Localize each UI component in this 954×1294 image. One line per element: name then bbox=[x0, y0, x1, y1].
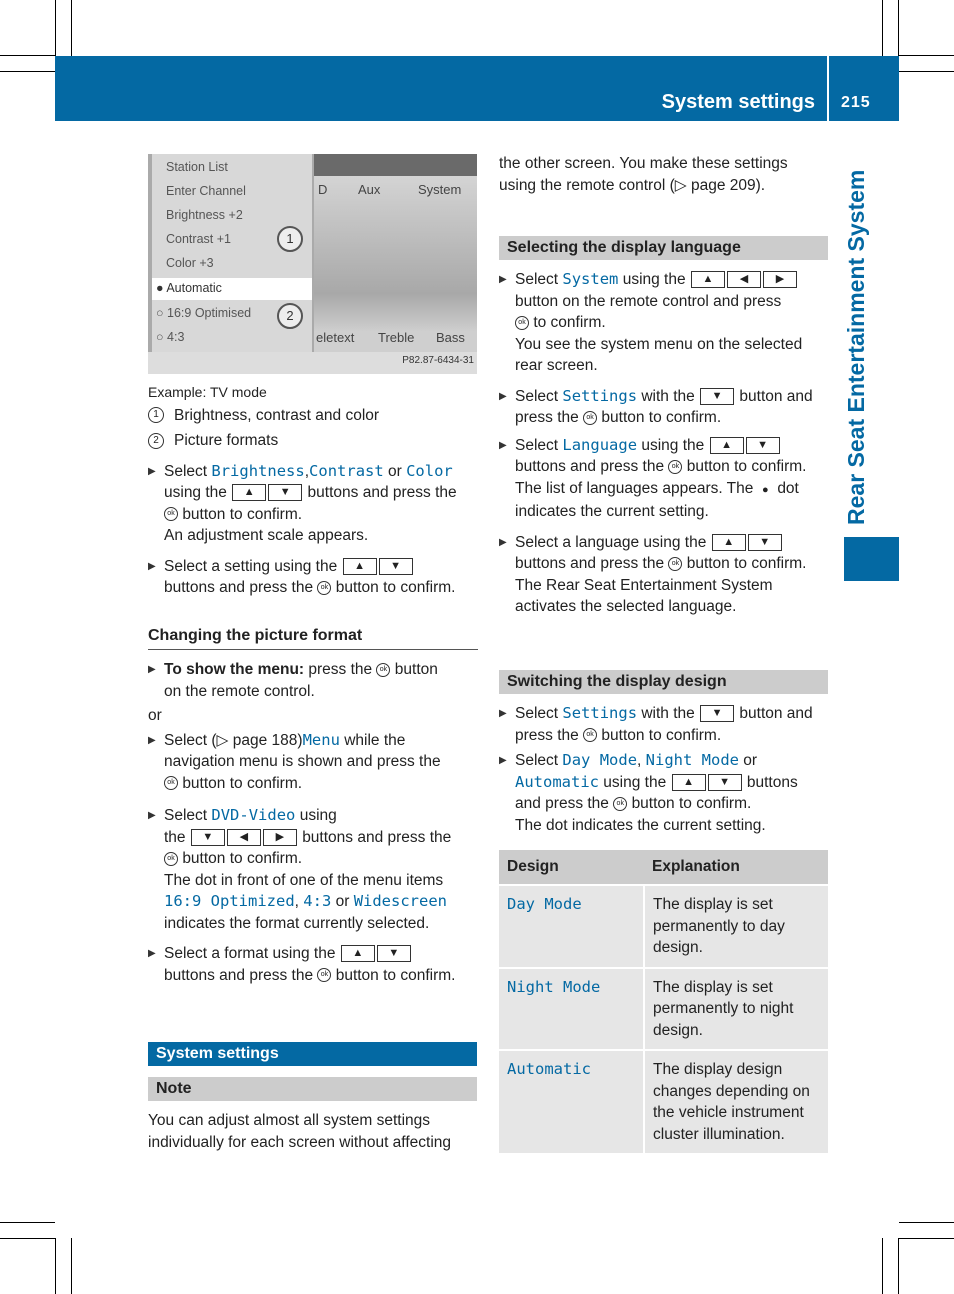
ok-button-icon: ok bbox=[317, 581, 331, 595]
right-column bbox=[499, 153, 831, 196]
settings-text: Settings bbox=[562, 704, 638, 722]
ok-button-icon: ok bbox=[668, 557, 682, 571]
side-chapter-title: Rear Seat Entertainment System bbox=[843, 169, 869, 525]
tv-mode-screenshot bbox=[148, 154, 477, 374]
note-text bbox=[148, 1110, 488, 1153]
side-tab-marker bbox=[844, 537, 899, 581]
instruction-step bbox=[148, 461, 478, 547]
page-number: 215 bbox=[841, 94, 871, 111]
down-key-icon: ▼ bbox=[191, 829, 225, 846]
instruction-step bbox=[499, 532, 831, 618]
up-key-icon: ▲ bbox=[691, 271, 725, 288]
l2-a-text: Select bbox=[515, 387, 563, 405]
menu-item: Station List bbox=[166, 160, 228, 174]
header-title: System settings bbox=[661, 91, 815, 113]
crop-mark bbox=[0, 71, 55, 72]
table-row bbox=[499, 968, 828, 1051]
design-steps bbox=[499, 703, 831, 836]
l4-d-text: The Rear Seat Entertainment System bbox=[515, 576, 773, 594]
d1-e-text: button to confirm. bbox=[601, 726, 722, 744]
instruction-step bbox=[499, 703, 831, 746]
down-key-icon: ▼ bbox=[700, 705, 734, 722]
explanation-value: The display is set permanently to day design. bbox=[644, 885, 828, 968]
step4-b-text: while the bbox=[339, 731, 406, 749]
step3-bold-text: To show the menu: bbox=[164, 661, 305, 678]
note-title-bar: Note bbox=[148, 1077, 477, 1101]
d2-d-text: and press the bbox=[515, 795, 609, 812]
l4-b-text: buttons and press the bbox=[515, 555, 665, 572]
left-column bbox=[148, 382, 478, 986]
l1-e-text: You see the system menu on the selected bbox=[515, 335, 803, 353]
design-value: Day Mode bbox=[507, 895, 582, 913]
up-key-icon: ▲ bbox=[712, 534, 746, 551]
section-title-bar: System settings bbox=[148, 1042, 477, 1066]
system-text: System bbox=[562, 270, 619, 288]
up-key-icon: ▲ bbox=[710, 437, 744, 454]
design-value: Automatic bbox=[507, 1060, 591, 1078]
step6-b-text: buttons and press the bbox=[164, 966, 314, 984]
l1-f-text: rear screen. bbox=[515, 357, 598, 374]
text-text: Brightness, contrast and color bbox=[174, 406, 380, 424]
l2-b-text: with the bbox=[637, 387, 695, 405]
crop-mark bbox=[71, 1238, 72, 1294]
comma-text: , bbox=[637, 752, 642, 769]
up-key-icon: ▲ bbox=[232, 484, 266, 501]
step5-b-text: using bbox=[295, 807, 337, 824]
d1-b-text: with the bbox=[637, 705, 695, 722]
ok-button-icon: ok bbox=[613, 797, 627, 811]
explanation-value: The display design changes depending on the vehicle instrument cluster illumination. bbox=[644, 1050, 828, 1153]
contrast-text: Contrast bbox=[309, 461, 384, 480]
instruction-step bbox=[148, 943, 478, 986]
step3-c-text: on the remote control. bbox=[164, 682, 315, 700]
menu-item: ○ 16:9 Optimised bbox=[156, 306, 252, 320]
step6-a-text: Select a format using the bbox=[164, 945, 336, 962]
ok-button-icon: ok bbox=[164, 852, 178, 866]
crop-mark bbox=[71, 0, 72, 56]
crop-mark bbox=[882, 0, 883, 56]
step5-g-text: indicates the format currently selected. bbox=[164, 914, 430, 932]
step2-b-text: buttons and press the bbox=[164, 579, 314, 596]
or-text: or bbox=[331, 893, 354, 910]
intro-text: the other screen. You make these settings bbox=[499, 155, 788, 172]
opt43-text: 4:3 bbox=[303, 892, 332, 910]
down-key-icon: ▼ bbox=[379, 558, 413, 575]
d2-a-text: Select bbox=[515, 752, 563, 769]
l3-b-text: using the bbox=[637, 436, 705, 454]
l1-c-text: button on the remote control and press bbox=[515, 292, 782, 310]
crop-mark bbox=[0, 1238, 55, 1239]
optwide-text: Widescreen bbox=[353, 892, 448, 910]
legend-item bbox=[148, 430, 478, 452]
step3-a-text: press the bbox=[304, 661, 373, 678]
d1-a-text: Select bbox=[515, 705, 563, 722]
text-span bbox=[499, 885, 644, 968]
night-mode-text: Night Mode bbox=[645, 751, 739, 769]
d2-c-text: buttons bbox=[746, 773, 798, 791]
ok-button-icon: ok bbox=[668, 460, 682, 474]
step5-d-text: buttons and press the bbox=[302, 828, 452, 846]
text-span bbox=[499, 1050, 644, 1153]
crop-mark bbox=[899, 1222, 954, 1223]
menu-item: Enter Channel bbox=[166, 184, 246, 198]
page-header bbox=[55, 56, 899, 121]
table-header-row bbox=[499, 850, 828, 885]
left-key-icon: ◀ bbox=[227, 829, 261, 846]
screen-tab: D bbox=[318, 182, 328, 197]
menu-item: Brightness +2 bbox=[166, 208, 243, 222]
figure-code: P82.87-6434-31 bbox=[402, 355, 474, 366]
l3-e-text: The list of languages appears. The bbox=[515, 479, 754, 497]
crop-mark bbox=[899, 55, 954, 56]
step4-c-text: navigation menu is shown and press the bbox=[164, 753, 441, 770]
d2-b-text: using the bbox=[599, 773, 667, 791]
l3-d-text: button to confirm. bbox=[686, 458, 807, 475]
l3-f-text: dot bbox=[777, 479, 799, 497]
instruction-step bbox=[148, 556, 478, 599]
crop-mark bbox=[55, 0, 56, 56]
crop-mark bbox=[899, 1238, 954, 1239]
table-row bbox=[499, 885, 828, 968]
screen-tab: eletext bbox=[316, 330, 355, 345]
design-table bbox=[499, 850, 828, 1153]
subheading: Changing the picture format bbox=[148, 625, 478, 651]
ok-button-icon: ok bbox=[164, 776, 178, 790]
comma-text: , bbox=[304, 462, 310, 480]
crop-mark bbox=[898, 1238, 899, 1294]
down-key-icon: ▼ bbox=[746, 437, 780, 454]
design-value: Night Mode bbox=[507, 977, 601, 996]
explanation-value: The display is set permanently to night design. bbox=[644, 968, 828, 1051]
screen-tab: Treble bbox=[378, 330, 415, 345]
settings-text: Settings bbox=[562, 386, 638, 405]
d2-f-text: The dot indicates the current setting. bbox=[515, 816, 766, 834]
screen-tab: Aux bbox=[358, 182, 381, 197]
callout-1: 1 bbox=[277, 226, 303, 252]
crop-mark bbox=[55, 1238, 56, 1294]
language-text: Language bbox=[562, 435, 638, 454]
step1-b-text: using the bbox=[164, 484, 227, 501]
l2-c-text: button and bbox=[739, 387, 813, 405]
down-key-icon: ▼ bbox=[748, 534, 782, 551]
num-text: 1 bbox=[148, 407, 164, 423]
menu-item: Contrast +1 bbox=[166, 232, 231, 246]
crop-mark bbox=[0, 1222, 55, 1223]
step1-a-text: Select bbox=[164, 462, 212, 480]
design-section-bar: Switching the display design bbox=[499, 670, 828, 694]
table-header-cell: Design bbox=[499, 850, 644, 885]
num-text: 2 bbox=[148, 433, 164, 449]
l4-a-text: Select a language using the bbox=[515, 533, 707, 551]
ok-button-icon: ok bbox=[583, 728, 597, 742]
crop-mark bbox=[0, 55, 55, 56]
language-steps bbox=[499, 269, 831, 618]
right-key-icon: ▶ bbox=[263, 829, 297, 846]
table-header-cell: Explanation bbox=[644, 850, 828, 885]
step5-a-text: Select bbox=[164, 807, 212, 824]
opt169-text: 16:9 Optimized bbox=[164, 892, 295, 910]
step1-c-text: buttons and press the bbox=[307, 484, 457, 501]
comma-text: , bbox=[294, 893, 299, 910]
l3-a-text: Select bbox=[515, 436, 563, 454]
instruction-step bbox=[499, 435, 831, 523]
menu-text: Menu bbox=[302, 730, 340, 749]
crop-mark bbox=[899, 71, 954, 72]
menu-item: ● Automatic bbox=[156, 281, 222, 295]
l4-e-text: activates the selected language. bbox=[515, 598, 737, 615]
instruction-step bbox=[148, 730, 478, 795]
l4-c-text: button to confirm. bbox=[686, 555, 807, 572]
step1-d-text: button to confirm. bbox=[182, 505, 303, 523]
step5-c-text: the bbox=[164, 828, 186, 846]
down-key-icon: ▼ bbox=[700, 388, 734, 405]
step6-c-text: button to confirm. bbox=[335, 966, 456, 984]
dot-icon: ● bbox=[762, 483, 769, 496]
step5-e-text: button to confirm. bbox=[182, 850, 303, 867]
d2-e-text: button to confirm. bbox=[631, 795, 752, 812]
ok-button-icon: ok bbox=[317, 968, 331, 982]
header-divider bbox=[827, 56, 829, 121]
l1-d-text: to confirm. bbox=[533, 314, 606, 331]
menu-item: Color +3 bbox=[166, 256, 214, 270]
step5-f-text: The dot in front of one of the menu items bbox=[164, 871, 444, 889]
instruction-step bbox=[148, 805, 478, 934]
l3-c-text: buttons and press the bbox=[515, 458, 665, 475]
color-text: Color bbox=[406, 461, 453, 480]
d2-or-text: or bbox=[739, 752, 758, 769]
instruction-step bbox=[499, 750, 831, 836]
language-section-bar: Selecting the display language bbox=[499, 236, 828, 260]
step2-a-text: Select a setting using the bbox=[164, 557, 338, 575]
table-row bbox=[499, 1050, 828, 1153]
instruction-step bbox=[148, 659, 478, 702]
ok-button-icon: ok bbox=[583, 411, 597, 425]
d1-c-text: button and bbox=[739, 705, 813, 722]
intro-text: using the remote control (▷ page 209). bbox=[499, 176, 766, 194]
l2-e-text: button to confirm. bbox=[601, 409, 722, 426]
brightness-text: Brightness bbox=[211, 461, 305, 480]
up-key-icon: ▲ bbox=[343, 558, 377, 575]
instruction-step bbox=[499, 269, 831, 377]
step4-d-text: button to confirm. bbox=[182, 774, 303, 792]
ok-button-icon: ok bbox=[515, 316, 529, 330]
text-span bbox=[499, 850, 828, 1153]
ok-button-icon: ok bbox=[164, 507, 178, 521]
note-text1-text: You can adjust almost all system settings bbox=[148, 1112, 431, 1129]
down-key-icon: ▼ bbox=[377, 945, 411, 962]
crop-mark bbox=[882, 1238, 883, 1294]
text-span bbox=[499, 968, 644, 1051]
or-text: or bbox=[148, 707, 162, 724]
left-key-icon: ◀ bbox=[727, 271, 761, 288]
ok-button-icon: ok bbox=[376, 663, 390, 677]
screenshot-footer bbox=[148, 352, 477, 374]
l2-d-text: press the bbox=[515, 409, 579, 426]
screen-tab: System bbox=[418, 182, 462, 197]
menu-item: ○ 4:3 bbox=[156, 330, 185, 344]
step3-b-text: button bbox=[394, 661, 438, 678]
screen-tab: Bass bbox=[436, 330, 465, 345]
l1-b-text: using the bbox=[618, 271, 686, 288]
up-key-icon: ▲ bbox=[672, 774, 706, 791]
crop-mark bbox=[898, 0, 899, 56]
step2-c-text: button to confirm. bbox=[335, 579, 456, 596]
l3-g-text: indicates the current setting. bbox=[515, 503, 709, 520]
instruction-step bbox=[499, 386, 831, 429]
screen-right-panel bbox=[314, 154, 477, 352]
l1-a-text: Select bbox=[515, 271, 563, 288]
up-key-icon: ▲ bbox=[341, 945, 375, 962]
figure-caption: Example: TV mode bbox=[148, 384, 267, 400]
step4-a-text: Select (▷ page 188) bbox=[164, 731, 303, 749]
down-key-icon: ▼ bbox=[708, 774, 742, 791]
down-key-icon: ▼ bbox=[268, 484, 302, 501]
text-text: Picture formats bbox=[174, 432, 279, 449]
step1-e-text: An adjustment scale appears. bbox=[164, 527, 369, 544]
legend-item bbox=[148, 405, 478, 427]
automatic-text: Automatic bbox=[515, 772, 599, 791]
note-text2-text: individually for each screen without affecting bbox=[148, 1133, 451, 1151]
callout-2: 2 bbox=[277, 303, 303, 329]
or-text: or bbox=[383, 462, 407, 480]
day-mode-text: Day Mode bbox=[562, 751, 638, 769]
d1-d-text: press the bbox=[515, 726, 579, 744]
right-key-icon: ▶ bbox=[763, 271, 797, 288]
dvd-video-text: DVD-Video bbox=[211, 806, 296, 824]
